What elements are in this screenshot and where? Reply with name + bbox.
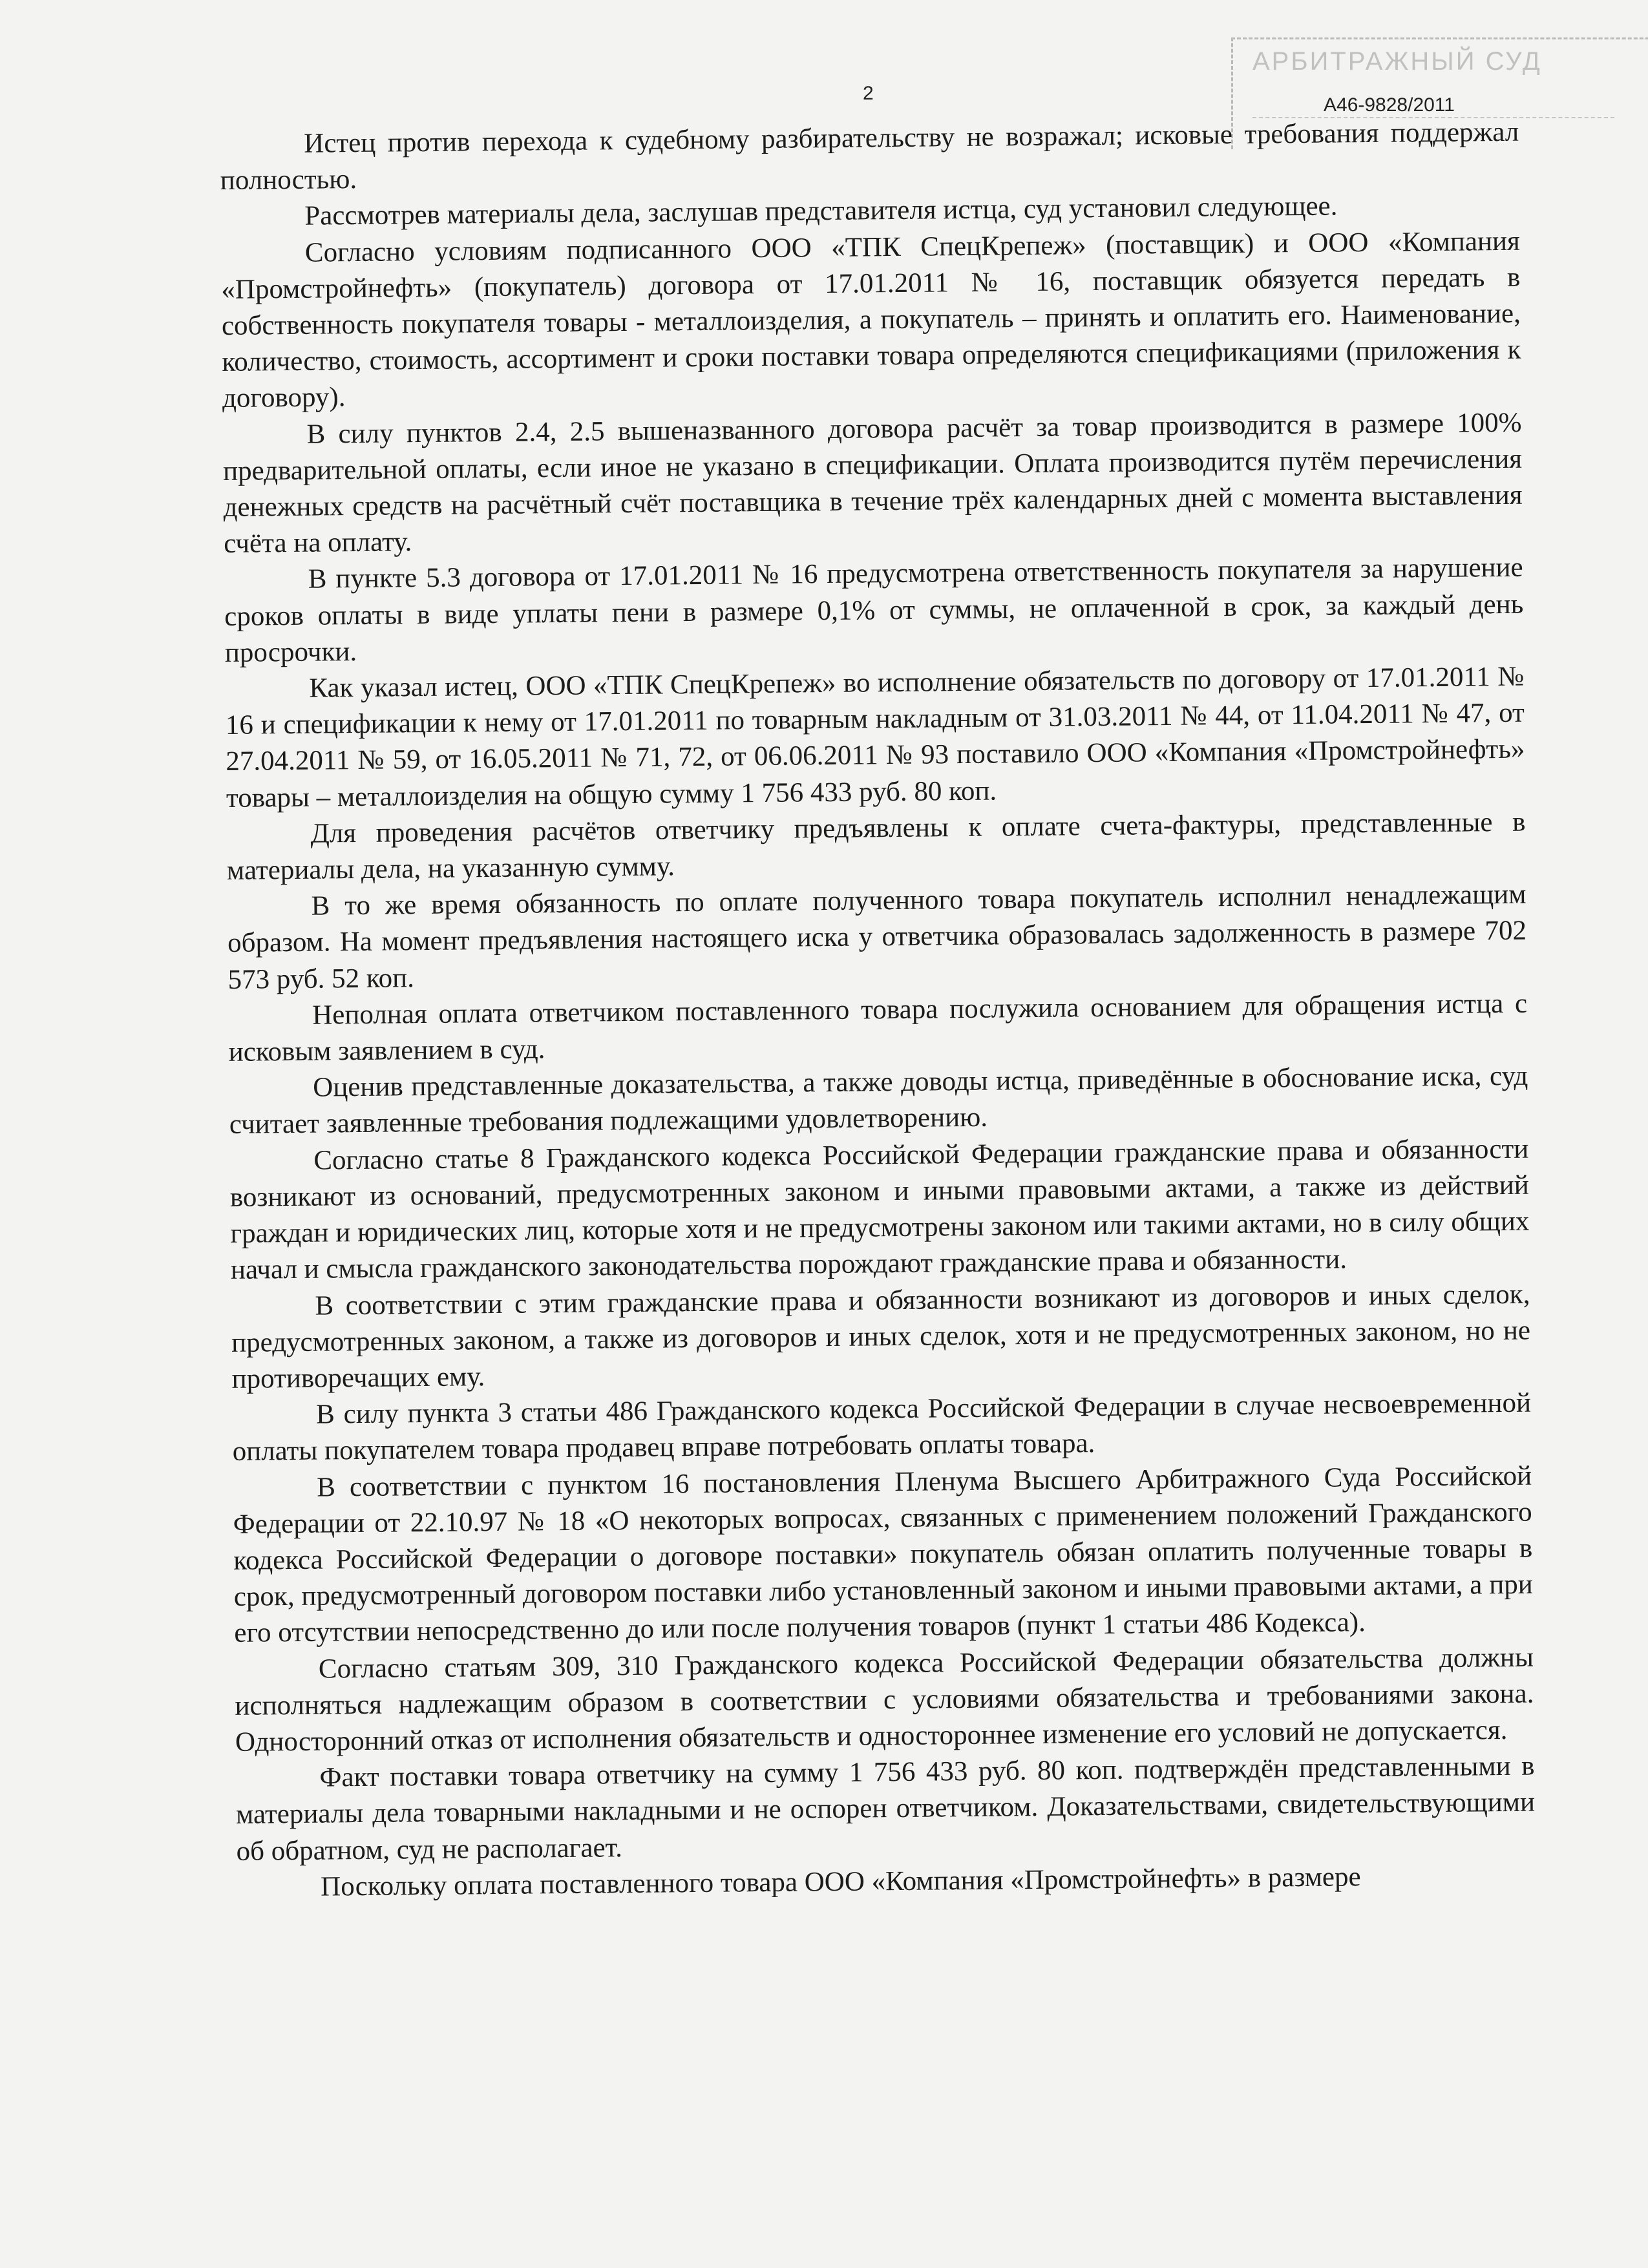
paragraph: В пункте 5.3 договора от 17.01.2011 № 16 предусмотрена ответственность покупателя за нарушение сроков оплаты в виде уплаты пени в размере 0,1% от суммы, не оплаченной в срок, за каждый день просрочки.: [224, 552, 1524, 668]
document-body: [220, 114, 1536, 1906]
paragraph: Согласно статье 8 Гражданского кодекса Российской Федерации гражданские права и обязанности возникают из оснований, предусмотренных законом и иными правовыми актами, а также из действий граждан и юридических лиц, которые хотя и не предусмотрены законом или такими актами, но в силу общих начал и смысла гражданского законодательства порождают гражданские права и обязанности.: [229, 1133, 1530, 1286]
paragraph: В силу пункта 3 статьи 486 Гражданского кодекса Российской Федерации в случае несвоевременной оплаты покупателем товара продавец вправе потребовать оплаты товара.: [232, 1387, 1532, 1467]
paragraph: Для проведения расчётов ответчику предъявлены к оплате счета-фактуры, представленные в материалы дела, на указанную сумму.: [226, 806, 1526, 887]
paragraph: Оценив представленные доказательства, а также доводы истца, приведённые в обоснование иска, суд считает заявленные требования подлежащими удовлетворению.: [229, 1060, 1528, 1140]
paragraph: Рассмотрев материалы дела, заслушав представителя истца, суд установил следующее.: [304, 191, 1338, 232]
page-number: 2: [863, 83, 874, 104]
paragraph: В то же время обязанность по оплате полученного товара покупатель исполнил ненадлежащим образом. На момент предъявления настоящего иска у ответчика образовалась задолженность в размере 702 573 руб. 52 коп.: [227, 879, 1527, 995]
paragraph: В силу пунктов 2.4, 2.5 вышеназванного договора расчёт за товар производится в размере 100% предварительной оплаты, если иное не указано в спецификации. Оплата производится путём перечисления денежных средств на расчётный счёт поставщика в течение трёх календарных дней с момента выставления счёта на оплату.: [222, 407, 1523, 560]
paragraph: Факт поставки товара ответчику на сумму 1 756 433 руб. 80 коп. подтверждён представленными в материалы дела товарными накладными и не оспорен ответчиком. Доказательствами, свидетельствующими об обратном, суд не располагает.: [235, 1750, 1536, 1867]
stamp-text: АРБИТРАЖНЫЙ СУД: [1252, 47, 1542, 76]
paragraph: Неполная оплата ответчиком поставленного товара послужила основанием для обращения истца с исковым заявлением в суд.: [228, 988, 1528, 1068]
paragraph: Истец против перехода к судебному разбирательству не возражал; исковые требования поддержал полностью.: [220, 116, 1519, 196]
paragraph: Поскольку оплата поставленного товара ООО «Компания «Промстройнефть» в размере: [320, 1861, 1361, 1902]
case-number: А46-9828/2011: [1324, 94, 1455, 116]
paragraph: В соответствии с этим гражданские права и обязанности возникают из договоров и иных сделок, предусмотренных законом, а также из договоров и иных сделок, хотя и не предусмотренных законом, но не противоречащих ему.: [231, 1279, 1531, 1394]
paragraph: Как указал истец, ООО «ТПК СпецКрепеж» во исполнение обязательств по договору от 17.01.2011 № 16 и спецификации к нему от 17.01.2011 по товарным накладным от 31.03.2011 № 44, от 11.04.2011 № 47, от 27.04.2011 № 59, от 16.05.2011 № 71, 72, от 06.06.2011 № 93 поставило ООО «Компания «Промстройнефть» товары – металлоизделия на общую сумму 1 756 433 руб. 80 коп.: [225, 661, 1525, 814]
paragraph: В соответствии с пунктом 16 постановления Пленума Высшего Арбитражного Суда Российской Федерации от 22.10.97 № 18 «О некоторых вопросах, связанных с применением положений Гражданского кодекса Российской Федерации о договоре поставки» покупатель обязан оплатить полученные товары в срок, предусмотренный договором поставки либо установленный законом и иными правовыми актами, а при его отсутствии непосредственно до или после получения товаров (пункт 1 статьи 486 Кодекса).: [233, 1460, 1533, 1649]
paragraph: Согласно статьям 309, 310 Гражданского кодекса Российской Федерации обязательства должны исполняться надлежащим образом в соответствии с условиями обязательства и требованиями закона. Односторонний отказ от исполнения обязательств и одностороннее изменение его условий не допускается.: [235, 1642, 1534, 1758]
paragraph: Согласно условиям подписанного ООО «ТПК СпецКрепеж» (поставщик) и ООО «Компания «Промстройнефть» (покупатель) договора от 17.01.2011 № 16, поставщик обязуется передать в собственность покупателя товары - металлоизделия, а покупатель – принять и оплатить его. Наименование, количество, стоимость, ассортимент и сроки поставки товара определяются спецификациями (приложения к договору).: [221, 226, 1521, 414]
